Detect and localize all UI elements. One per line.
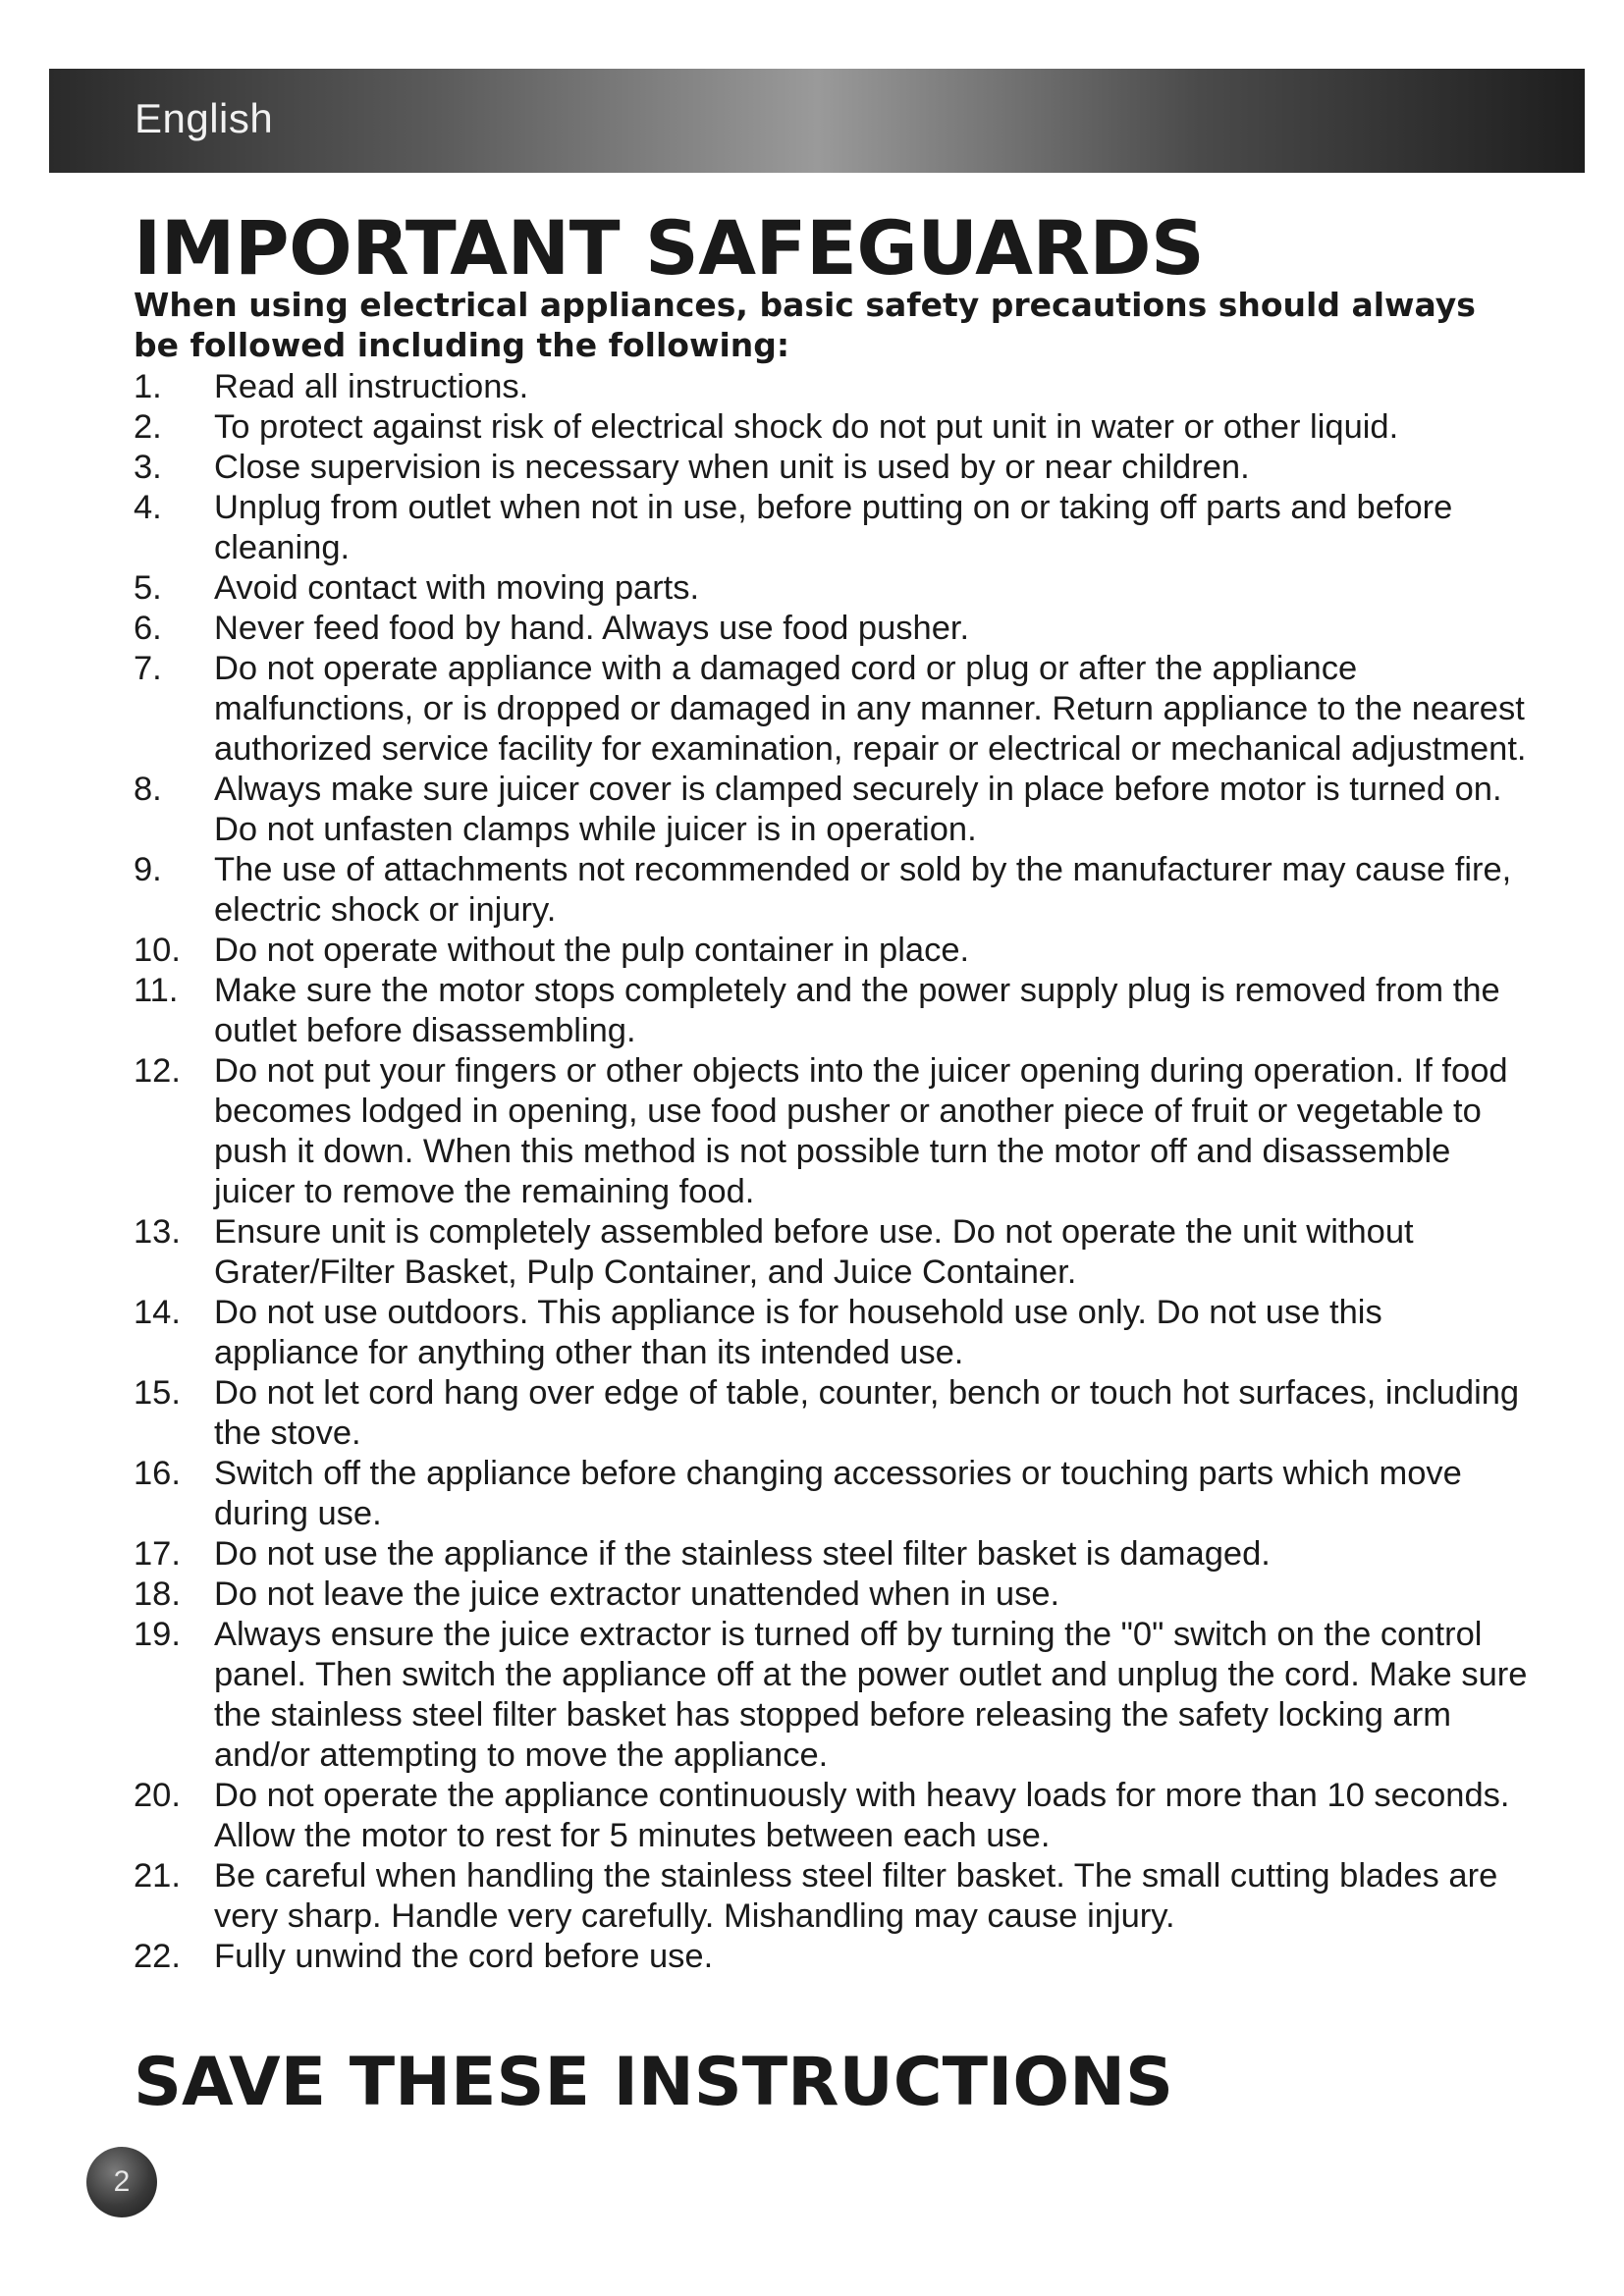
- item-number: 10.: [134, 932, 181, 969]
- list-item: [134, 1454, 1528, 1534]
- item-text: Read all instructions.: [214, 368, 529, 405]
- item-text: Do not operate the appliance continuously with heavy loads for more than 10 seconds. Allow the motor to rest for 5 minutes between each use.: [214, 1777, 1510, 1854]
- item-number: 11.: [134, 972, 179, 1009]
- list-item: [134, 1373, 1528, 1454]
- item-text: Never feed food by hand. Always use food pusher.: [214, 610, 970, 647]
- item-text: Do not use outdoors. This appliance is for household use only. Do not use this appliance for anything other than its intended use.: [214, 1294, 1382, 1371]
- item-text: Do not operate appliance with a damaged cord or plug or after the appliance malfunctions, or is dropped or damaged in any manner. Return appliance to the nearest authorized service facility for examination, repair or electrical or mechanical adjustment.: [214, 650, 1527, 768]
- item-number: 16.: [134, 1455, 181, 1492]
- item-number: 9.: [134, 851, 162, 888]
- item-number: 17.: [134, 1535, 181, 1573]
- item-number: 2.: [134, 408, 162, 446]
- item-text: To protect against risk of electrical shock do not put unit in water or other liquid.: [214, 408, 1399, 446]
- list-item: [134, 367, 1528, 407]
- list-item: [134, 1575, 1528, 1615]
- item-text: Do not put your fingers or other objects into the juicer opening during operation. If food becomes lodged in opening, use food pusher or another piece of fruit or vegetable to push it down. When this method is not possible turn the motor off and disassemble juicer to remove the remaining food.: [214, 1052, 1508, 1210]
- save-instructions-heading: SAVE THESE INSTRUCTIONS: [134, 2044, 1174, 2121]
- item-number: 8.: [134, 771, 162, 808]
- item-text: Fully unwind the cord before use.: [214, 1938, 714, 1975]
- list-item: [134, 1534, 1528, 1575]
- item-text: Be careful when handling the stainless steel filter basket. The small cutting blades are very sharp. Handle very carefully. Mishandling may cause injury.: [214, 1857, 1498, 1935]
- list-item: [134, 649, 1528, 770]
- item-text: Close supervision is necessary when unit is used by or near children.: [214, 449, 1250, 486]
- item-number: 21.: [134, 1857, 181, 1895]
- item-text: Avoid contact with moving parts.: [214, 569, 700, 607]
- language-label: English: [135, 95, 274, 141]
- item-number: 18.: [134, 1575, 181, 1613]
- safeguards-list: [134, 367, 1528, 1977]
- list-item: [134, 971, 1528, 1051]
- list-item: [134, 1615, 1528, 1776]
- list-item: [134, 1776, 1528, 1856]
- item-text: Make sure the motor stops completely and the power supply plug is removed from the outlet before disassembling.: [214, 972, 1500, 1049]
- list-item: [134, 1051, 1528, 1212]
- list-item: [134, 931, 1528, 971]
- item-number: 19.: [134, 1616, 181, 1653]
- item-number: 14.: [134, 1294, 181, 1331]
- list-item: [134, 448, 1528, 488]
- item-text: Do not operate without the pulp container in place.: [214, 932, 970, 969]
- item-text: Ensure unit is completely assembled before use. Do not operate the unit without Grater/Filter Basket, Pulp Container, and Juice Container.: [214, 1213, 1414, 1291]
- list-item: [134, 568, 1528, 609]
- list-item: [134, 770, 1528, 850]
- language-header-bar: [49, 69, 1585, 173]
- page-number-badge: 2: [86, 2147, 157, 2217]
- item-number: 6.: [134, 610, 162, 647]
- item-number: 7.: [134, 650, 162, 687]
- list-item: [134, 488, 1528, 568]
- item-number: 4.: [134, 489, 162, 526]
- item-text: The use of attachments not recommended or sold by the manufacturer may cause fire, electric shock or injury.: [214, 851, 1512, 929]
- list-item: [134, 407, 1528, 448]
- item-text: Switch off the appliance before changing accessories or touching parts which move during use.: [214, 1455, 1462, 1532]
- list-item: [134, 609, 1528, 649]
- item-text: Do not leave the juice extractor unattended when in use.: [214, 1575, 1060, 1613]
- item-number: 12.: [134, 1052, 181, 1090]
- item-number: 15.: [134, 1374, 181, 1412]
- list-item: [134, 850, 1528, 931]
- intro-text: When using electrical appliances, basic safety precautions should always be followed including the following:: [134, 286, 1476, 364]
- list-item: [134, 1212, 1528, 1293]
- item-number: 5.: [134, 569, 162, 607]
- item-text: Always ensure the juice extractor is turned off by turning the "0" switch on the control panel. Then switch the appliance off at the power outlet and unplug the cord. Make sure the stainless steel filter basket has stopped before releasing the safety locking arm and/or attempting to move the appliance.: [214, 1616, 1528, 1774]
- list-item: [134, 1856, 1528, 1937]
- item-text: Do not let cord hang over edge of table, counter, bench or touch hot surfaces, including the stove.: [214, 1374, 1520, 1452]
- page-title: IMPORTANT SAFEGUARDS: [134, 204, 1205, 292]
- item-number: 1.: [134, 368, 162, 405]
- item-text: Unplug from outlet when not in use, before putting on or taking off parts and before cleaning.: [214, 489, 1453, 566]
- item-text: Always make sure juicer cover is clamped securely in place before motor is turned on. Do not unfasten clamps while juicer is in operation.: [214, 771, 1502, 848]
- list-item: [134, 1937, 1528, 1977]
- item-text: Do not use the appliance if the stainless steel filter basket is damaged.: [214, 1535, 1271, 1573]
- item-number: 3.: [134, 449, 162, 486]
- item-number: 20.: [134, 1777, 181, 1814]
- list-item: [134, 1293, 1528, 1373]
- item-number: 22.: [134, 1938, 181, 1975]
- item-number: 13.: [134, 1213, 181, 1251]
